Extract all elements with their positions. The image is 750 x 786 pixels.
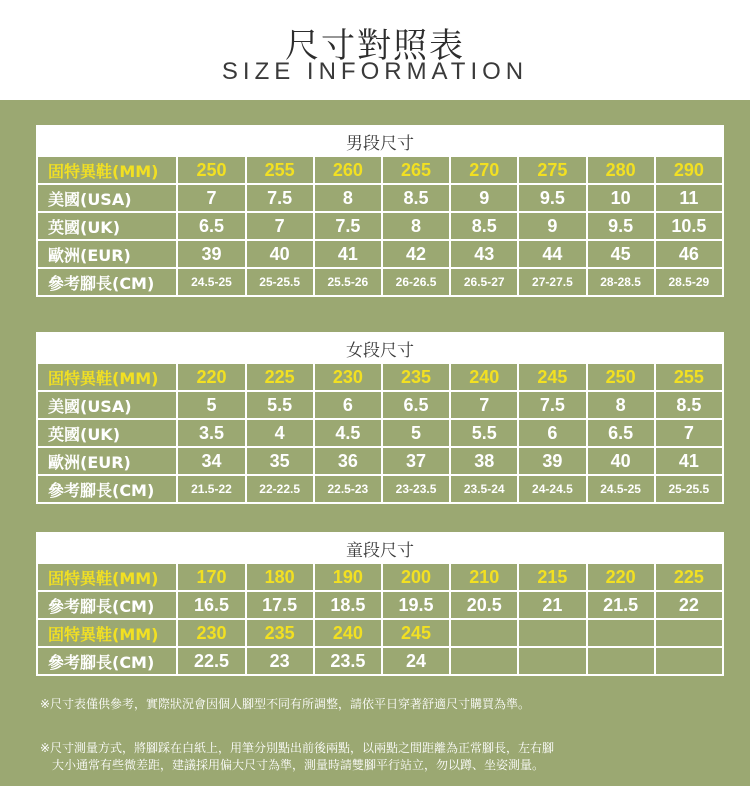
size-cell: 19.5: [382, 591, 450, 619]
table-caption: 女段尺寸: [37, 333, 723, 363]
size-cell: 7.5: [246, 184, 314, 212]
size-cell: 220: [177, 363, 245, 391]
size-cell: 43: [450, 240, 518, 268]
size-cell: 36: [314, 447, 382, 475]
size-cell: 25-25.5: [655, 475, 723, 503]
row-label: 參考腳長(CM): [37, 591, 177, 619]
size-cell: 26-26.5: [382, 268, 450, 296]
size-cell: 24.5-25: [177, 268, 245, 296]
size-cell: 270: [450, 156, 518, 184]
size-cell: 22: [655, 591, 723, 619]
size-cell: 3.5: [177, 419, 245, 447]
table-caption: 男段尺寸: [37, 126, 723, 156]
size-cell: 38: [450, 447, 518, 475]
size-cell: 5: [382, 419, 450, 447]
size-cell: 245: [382, 619, 450, 647]
size-cell: 8.5: [450, 212, 518, 240]
size-cell: [655, 619, 723, 647]
size-cell: 10.5: [655, 212, 723, 240]
size-cell: 280: [587, 156, 655, 184]
size-cell: 215: [518, 563, 586, 591]
size-cell: 21.5: [587, 591, 655, 619]
size-cell: 46: [655, 240, 723, 268]
size-cell: 230: [314, 363, 382, 391]
size-cell: 11: [655, 184, 723, 212]
size-cell: 10: [587, 184, 655, 212]
size-cell: 28.5-29: [655, 268, 723, 296]
row-label: 英國(UK): [37, 212, 177, 240]
size-cell: 7: [177, 184, 245, 212]
size-cell: 41: [655, 447, 723, 475]
size-cell: 20.5: [450, 591, 518, 619]
size-cell: [587, 647, 655, 675]
size-cell: 6.5: [177, 212, 245, 240]
page-subtitle: SIZE INFORMATION: [221, 58, 529, 85]
table-row: [37, 563, 723, 591]
size-cell: 180: [246, 563, 314, 591]
size-cell: 44: [518, 240, 586, 268]
size-cell: 18.5: [314, 591, 382, 619]
size-cell: 23: [246, 647, 314, 675]
size-cell: 5: [177, 391, 245, 419]
size-table-kids: [36, 532, 724, 676]
size-cell: 7: [246, 212, 314, 240]
size-cell: 210: [450, 563, 518, 591]
table-row: [37, 447, 723, 475]
size-cell: 5.5: [450, 419, 518, 447]
size-panel: [0, 100, 750, 786]
size-cell: 24-24.5: [518, 475, 586, 503]
size-table-men: [36, 125, 724, 297]
row-label: 歐洲(EUR): [37, 447, 177, 475]
size-cell: 5.5: [246, 391, 314, 419]
row-label: 歐洲(EUR): [37, 240, 177, 268]
size-cell: 27-27.5: [518, 268, 586, 296]
size-cell: 230: [177, 619, 245, 647]
size-cell: 240: [314, 619, 382, 647]
size-cell: 8: [587, 391, 655, 419]
table-row: [37, 240, 723, 268]
size-cell: 22.5: [177, 647, 245, 675]
note-line: ※尺寸測量方式，將腳踩在白紙上，用筆分別點出前後兩點，以兩點之間距離為正常腳長，左右腳: [40, 741, 555, 755]
size-cell: 7.5: [314, 212, 382, 240]
header: [0, 0, 750, 100]
table-row: [37, 391, 723, 419]
size-cell: [450, 647, 518, 675]
size-cell: [587, 619, 655, 647]
size-cell: 250: [587, 363, 655, 391]
size-cell: 23-23.5: [382, 475, 450, 503]
note-disclaimer: [40, 696, 720, 713]
size-cell: 42: [382, 240, 450, 268]
size-cell: 220: [587, 563, 655, 591]
note-line: 大小通常有些微差距，建議採用偏大尺寸為準，測量時請雙腳平行站立，勿以蹲、坐姿測量。: [52, 758, 545, 772]
row-label: 參考腳長(CM): [37, 268, 177, 296]
row-label: 固特異鞋(MM): [37, 156, 177, 184]
size-cell: 235: [382, 363, 450, 391]
size-cell: 6.5: [587, 419, 655, 447]
row-label: 美國(USA): [37, 184, 177, 212]
size-cell: 225: [246, 363, 314, 391]
note-line: ※尺寸表僅供參考，實際狀況會因個人腳型不同有所調整，請依平日穿著舒適尺寸購買為準。: [40, 697, 531, 711]
size-cell: [655, 647, 723, 675]
table-row: [37, 647, 723, 675]
size-cell: 170: [177, 563, 245, 591]
size-cell: 23.5-24: [450, 475, 518, 503]
row-label: 美國(USA): [37, 391, 177, 419]
row-label: 參考腳長(CM): [37, 647, 177, 675]
table-caption: 童段尺寸: [37, 533, 723, 563]
table-row: [37, 475, 723, 503]
row-label: 英國(UK): [37, 419, 177, 447]
size-cell: 4.5: [314, 419, 382, 447]
size-cell: 17.5: [246, 591, 314, 619]
table-row: [37, 619, 723, 647]
size-cell: 240: [450, 363, 518, 391]
size-cell: 34: [177, 447, 245, 475]
size-cell: 28-28.5: [587, 268, 655, 296]
size-cell: 40: [246, 240, 314, 268]
size-cell: 275: [518, 156, 586, 184]
size-cell: 40: [587, 447, 655, 475]
size-cell: [518, 647, 586, 675]
size-cell: 21: [518, 591, 586, 619]
size-cell: 41: [314, 240, 382, 268]
size-cell: 6: [314, 391, 382, 419]
size-cell: 22.5-23: [314, 475, 382, 503]
size-cell: 245: [518, 363, 586, 391]
size-cell: 26.5-27: [450, 268, 518, 296]
table-row: [37, 184, 723, 212]
size-cell: 6.5: [382, 391, 450, 419]
page-title: 尺寸對照表: [285, 26, 465, 66]
size-cell: 39: [518, 447, 586, 475]
size-cell: 8.5: [382, 184, 450, 212]
size-cell: [518, 619, 586, 647]
size-cell: 24.5-25: [587, 475, 655, 503]
size-cell: 8: [382, 212, 450, 240]
size-cell: 190: [314, 563, 382, 591]
size-cell: 7: [655, 419, 723, 447]
size-cell: 9: [518, 212, 586, 240]
size-cell: 235: [246, 619, 314, 647]
row-label: 固特異鞋(MM): [37, 363, 177, 391]
size-cell: 8: [314, 184, 382, 212]
size-cell: 255: [655, 363, 723, 391]
size-cell: 7.5: [518, 391, 586, 419]
size-cell: 24: [382, 647, 450, 675]
size-cell: 8.5: [655, 391, 723, 419]
size-cell: [450, 619, 518, 647]
size-cell: 21.5-22: [177, 475, 245, 503]
size-cell: 265: [382, 156, 450, 184]
size-cell: 9.5: [518, 184, 586, 212]
size-cell: 260: [314, 156, 382, 184]
size-cell: 7: [450, 391, 518, 419]
size-cell: 37: [382, 447, 450, 475]
size-cell: 200: [382, 563, 450, 591]
size-cell: 16.5: [177, 591, 245, 619]
table-row: [37, 591, 723, 619]
size-table-women: [36, 332, 724, 504]
note-measurement: [40, 740, 720, 774]
table-row: [37, 212, 723, 240]
size-cell: 225: [655, 563, 723, 591]
size-cell: 4: [246, 419, 314, 447]
size-cell: 290: [655, 156, 723, 184]
table-row: [37, 268, 723, 296]
size-cell: 45: [587, 240, 655, 268]
size-cell: 39: [177, 240, 245, 268]
size-cell: 9.5: [587, 212, 655, 240]
table-row: [37, 363, 723, 391]
row-label: 固特異鞋(MM): [37, 563, 177, 591]
size-cell: 23.5: [314, 647, 382, 675]
row-label: 固特異鞋(MM): [37, 619, 177, 647]
size-cell: 25-25.5: [246, 268, 314, 296]
table-row: [37, 156, 723, 184]
size-cell: 22-22.5: [246, 475, 314, 503]
size-cell: 255: [246, 156, 314, 184]
size-cell: 250: [177, 156, 245, 184]
row-label: 參考腳長(CM): [37, 475, 177, 503]
size-cell: 9: [450, 184, 518, 212]
table-row: [37, 419, 723, 447]
size-cell: 25.5-26: [314, 268, 382, 296]
size-cell: 6: [518, 419, 586, 447]
size-cell: 35: [246, 447, 314, 475]
